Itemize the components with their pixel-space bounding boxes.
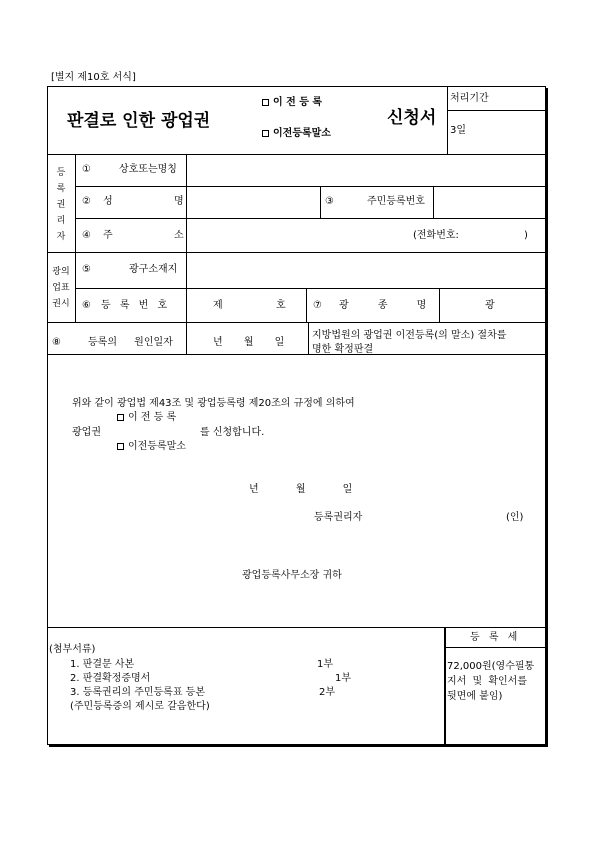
row2-label-a: 성 [103,196,113,207]
attachments-top-line [47,627,546,628]
row2-mid-divider [320,186,321,218]
row6-right-divider [439,288,440,322]
application-date: 년 월 일 [249,484,353,495]
address-field[interactable] [188,220,544,250]
fee-line-3: 뒷면에 붙임) [447,691,503,702]
registration-ho: 호 [276,300,286,311]
cause-date-value: 년 월 일 [213,337,285,348]
fee-box-left-border [444,627,446,745]
body-statement: 위와 같이 광업법 제43조 및 광업등록령 제20조의 규정에 의하여 [72,398,355,409]
form-shadow-bottom [49,745,548,747]
body-option-transfer: 이 전 등 록 [117,413,176,423]
form-number-tag: [별지 제10호 서식] [51,72,136,83]
form-shadow-right [546,88,548,747]
processing-value: 3일 [450,125,467,136]
attachment-item-3: 3. 등록권리의 주민등록표 등본 [70,687,205,698]
processing-label: 처리기간 [450,93,489,104]
phone-close: ) [524,230,528,241]
row3-number: ③ [325,196,334,207]
attachment-count-3: 2부 [319,687,336,698]
mineral-gwang: 광 [485,300,495,311]
resident-number-label: 주민등록번호 [367,196,425,207]
mineral-type-label: 광 종 명 [339,300,427,311]
option-transfer: 이 전 등 록 [262,98,322,108]
section2-bottom [47,322,546,323]
attachments-header: (첨부서류) [49,644,96,655]
mine-location-field[interactable] [188,254,544,286]
body-prefix: 광업권 [72,427,101,438]
row1-bottom [75,186,546,187]
row7-number: ⑦ [313,300,322,311]
checkbox-icon[interactable] [117,443,124,450]
mining-side-label: 광의 업표 권시 [52,267,70,309]
registration-number-label: 등 록 번 호 [101,300,168,311]
row1-value-field[interactable] [188,156,544,184]
row4-label-a: 주 [103,230,113,241]
row4-number: ④ [82,230,91,241]
checkbox-icon[interactable] [262,99,269,106]
mine-location-label: 광구소재지 [129,264,178,275]
label-value-divider [186,154,187,354]
name-value-field[interactable] [188,188,318,216]
fee-header-bottom [446,647,546,648]
processing-divider [447,110,546,111]
section1-bottom [47,252,546,253]
registration-je: 제 [213,300,223,311]
fee-line-1: 72,000원(영수필통 [447,661,535,672]
side-label-divider [75,154,76,322]
row6-number: ⑥ [82,300,91,311]
fee-header: 등 록 세 [470,632,518,643]
row5-number: ⑤ [82,264,91,275]
form-title-suffix: 신청서 [387,108,437,128]
form-title: 판결로 인한 광업권 [67,111,211,131]
row6-mid-divider [306,288,307,322]
phone-label: (전화번호: [413,230,459,241]
row8-number: ⑧ [52,337,61,348]
judgment-desc-line2: 명한 확정판결 [312,344,374,355]
header-bottom-line [47,154,546,155]
row5-bottom [75,288,546,289]
header-divider [447,86,448,154]
body-suffix: 를 신청합니다. [200,427,265,438]
applicant-label: 등록권리자 [314,512,363,523]
attachment-count-2: 1부 [335,673,352,684]
option-cancel: 이전등록말소 [262,129,331,139]
attachment-item-2: 2. 판결확정증명서 [70,673,151,684]
resident-number-field[interactable] [435,188,544,216]
checkbox-icon[interactable] [117,414,124,421]
row2-label-b: 명 [174,196,184,207]
attachment-item-1: 1. 판결문 사본 [70,659,135,670]
row2-bottom [75,218,546,219]
row8-bottom [47,354,546,355]
row1-number: ① [82,164,91,175]
row2-right-divider [433,186,434,218]
attachment-count-1: 1부 [317,659,334,670]
attachment-note: (주민등록증의 제시로 갈음한다) [70,701,210,712]
seal-mark: (인) [506,512,524,523]
row2-number: ② [82,196,91,207]
fee-line-2: 지서 및 확인서를 [447,676,527,687]
row1-label: 상호또는명칭 [119,164,177,175]
addressee: 광업등록사무소장 귀하 [242,570,342,581]
row8-mid-divider [308,322,309,354]
body-option-cancel: 이전등록말소 [117,442,186,452]
registration-cause-date-label: 등록의 원인일자 [88,337,173,348]
registrant-side-label: 등 록 권 리 자 [56,168,66,242]
row4-label-b: 소 [174,230,184,241]
checkbox-icon[interactable] [262,130,269,137]
judgment-desc-line1: 지방법원의 광업권 이전등록(의 말소) 절차를 [312,330,507,341]
